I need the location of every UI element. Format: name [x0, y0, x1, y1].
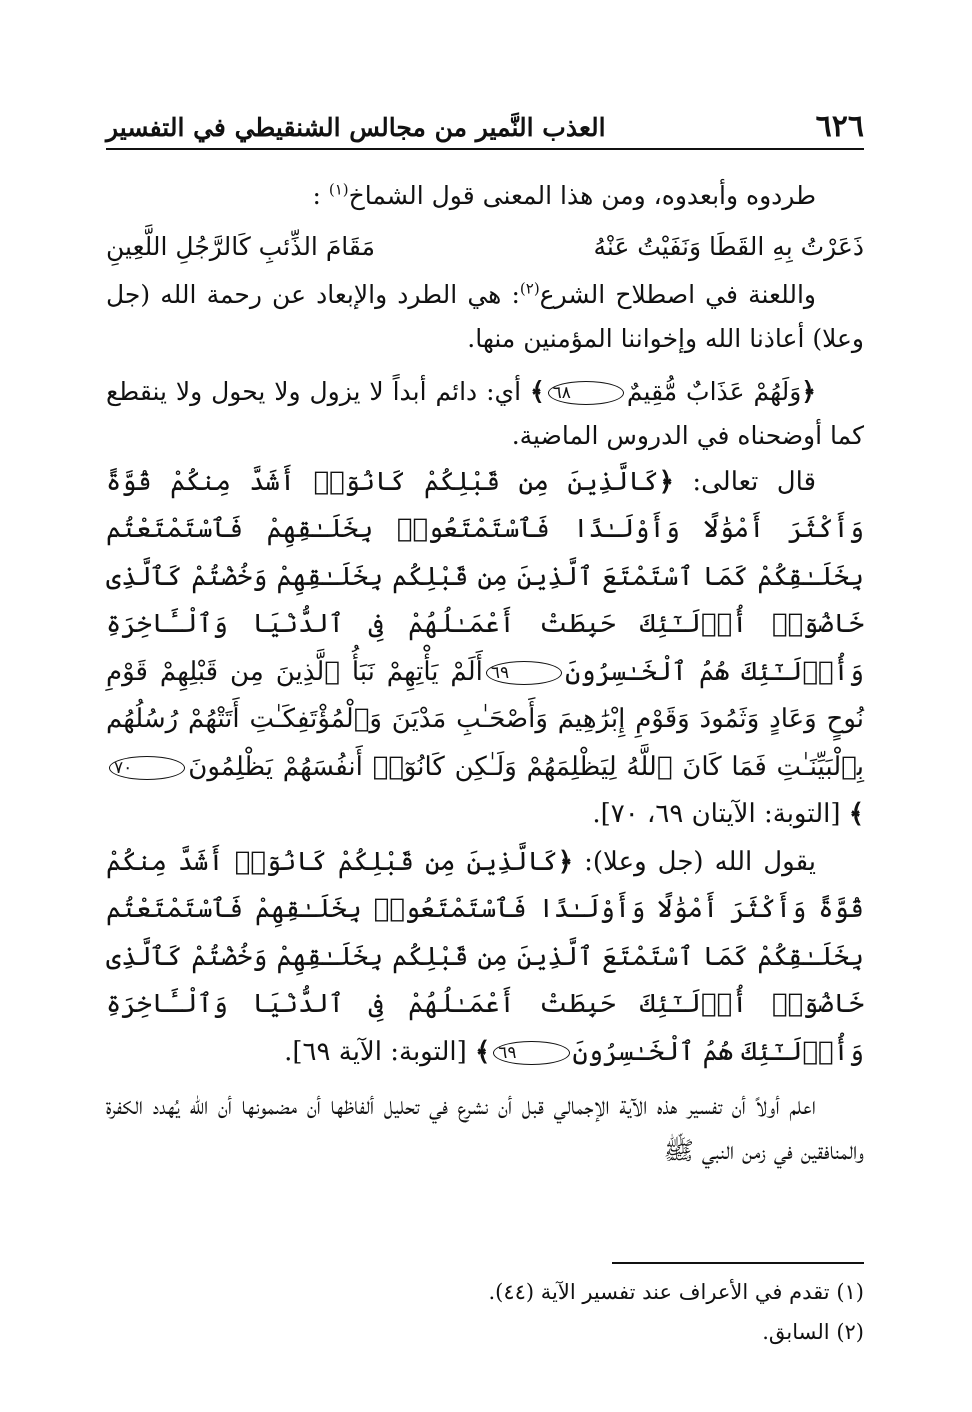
paragraph-6	[106, 1084, 864, 1173]
page-body	[106, 174, 864, 1173]
paragraph-5-intro: يقول الله (جل وعلا):	[573, 846, 816, 877]
poem-second-hemistich: مَقَامَ الذِّئبِ كَالرَّجُلِ اللَّعِينِ	[106, 231, 375, 261]
page-header	[106, 102, 864, 150]
paragraph-1	[106, 174, 864, 219]
footnote-1	[106, 1272, 864, 1312]
running-title: العذب النَّمير من مجالس الشنقيطي في التفسير	[106, 113, 606, 142]
ayah-number-marker: ٧٠	[109, 756, 185, 780]
quran-citation: [التوبة: الآيتان ٦٩، ٧٠].	[592, 799, 849, 829]
footnote-divider	[612, 1262, 864, 1264]
ayah-number-marker: ٦٨	[548, 381, 624, 405]
quran-close-bracket: ﴾	[848, 799, 864, 829]
paragraph-2	[106, 273, 864, 362]
ayah-number-marker: ٦٩	[486, 661, 562, 685]
poem-first-hemistich: ذَعَرْتُ بِهِ القَطَا وَنَفَيْتُ عَنْهُ	[593, 231, 864, 261]
quran-close-bracket: ﴾	[475, 1036, 491, 1067]
quran-verse-69: كَالَّذِينَ مِن قَبْلِكُمْ كَانُوٓا۟ أَشَدَّ مِنكُمْ قُوَّةً وَأَكْثَرَ أَمْوَٰلًا وَأَوْلَـٰدًا فَٱسْتَمْتَعُوا۟ بِخَلَـٰقِهِمْ فَٱسْتَمْتَعْتُم بِخَلَـٰقِكُمْ كَمَا ٱسْتَمْتَعَ ٱلَّذِينَ مِن قَبْلِكُم بِخَلَـٰقِهِمْ وَخُضْتُمْ كَٱلَّذِى خَاضُوٓا۟ أُو۟لَـٰٓئِكَ حَبِطَتْ أَعْمَـٰلُهُمْ فِى ٱلدُّنْيَا وَٱلْـَٔاخِرَةِ وَأُو۟لَـٰٓئِكَ هُمُ ٱلْخَـٰسِرُونَ	[106, 466, 864, 687]
quran-verse-69-repeat: كَالَّذِينَ مِن قَبْلِكُمْ كَانُوٓا۟ أَشَدَّ مِنكُمْ قُوَّةً وَأَكْثَرَ أَمْوَٰلًا وَأَوْلَـٰدًا فَٱسْتَمْتَعُوا۟ بِخَلَـٰقِهِمْ فَٱسْتَمْتَعْتُم بِخَلَـٰقِكُمْ كَمَا ٱسْتَمْتَعَ ٱلَّذِينَ مِن قَبْلِكُم بِخَلَـٰقِهِمْ وَخُضْتُمْ كَٱلَّذِى خَاضُوٓا۟ أُو۟لَـٰٓئِكَ حَبِطَتْ أَعْمَـٰلُهُمْ فِى ٱلدُّنْيَا وَٱلْـَٔاخِرَةِ وَأُو۟لَـٰٓئِكَ هُمُ ٱلْخَـٰسِرُونَ	[106, 846, 864, 1067]
footnote-1-mark: (١)	[836, 1280, 864, 1304]
quran-verse-68: وَلَهُمْ عَذَابٌ مُّقِيمٌ	[626, 376, 802, 406]
quran-open-bracket: ﴿	[658, 466, 674, 497]
paragraph-5	[106, 839, 864, 1077]
paragraph-3-text: أي: دائم أبداً لا يزول ولا يحول ولا ينقطع كما أوضحناه في الدروس الماضية.	[106, 376, 864, 450]
poetry-verse	[106, 225, 864, 269]
quran-citation: [التوبة: الآية ٦٩].	[284, 1036, 476, 1067]
footnote-2-mark: (٢)	[836, 1320, 864, 1344]
footnote-1-text: تقدم في الأعراف عند تفسير الآية (٤٤).	[488, 1280, 837, 1304]
footnote-ref-2: (٢)	[519, 279, 540, 298]
footnote-2	[106, 1312, 864, 1352]
quran-verse-70: أَلَمْ يَأْتِهِمْ نَبَأُ ٱلَّذِينَ مِن قَبْلِهِمْ قَوْمِ نُوحٍ وَعَادٍ وَثَمُودَ وَقَوْمِ إِبْرَٰهِيمَ وَأَصْحَـٰبِ مَدْيَنَ وَٱلْمُؤْتَفِكَـٰتِ أَتَتْهُمْ رُسُلُهُم بِٱلْبَيِّنَـٰتِ فَمَا كَانَ ٱللَّهُ لِيَظْلِمَهُمْ وَلَـٰكِن كَانُوٓا۟ أَنفُسَهُمْ يَظْلِمُونَ	[106, 656, 864, 782]
quran-open-bracket: ﴿	[801, 376, 816, 406]
footnote-2-text: السابق.	[762, 1320, 837, 1344]
paragraph-4	[106, 459, 864, 839]
footnote-ref-1: (١)	[328, 180, 349, 199]
page-number: ٦٢٦	[815, 109, 864, 144]
quran-close-bracket: ﴾	[529, 376, 545, 406]
quran-open-bracket: ﴿	[557, 846, 574, 877]
ayah-number-marker: ٦٩	[493, 1041, 569, 1065]
footnotes	[106, 1262, 864, 1352]
paragraph-4-intro: قال تعالى:	[673, 466, 816, 497]
paragraph-3	[106, 370, 864, 459]
paragraph-1-text: طردوه وأبعدوه، ومن هذا المعنى قول الشماخ	[348, 181, 816, 210]
paragraph-2-text-b: : هي الطرد والإبعاد عن رحمة الله (جل وعلا) أعاذنا الله وإخواننا المؤمنين منها.	[106, 279, 864, 353]
paragraph-1-tail: :	[312, 181, 321, 210]
paragraph-6-text: اعلم أولاً أن تفسير هذه الآية الإجمالي قبل أن نشرع في تحليل ألفاظها أن مضمونها أن الله يُهدد الكفرة والمنافقين في زمن النبي ﷺ	[106, 1091, 864, 1165]
paragraph-2-text-a: واللعنة في اصطلاح الشرع	[539, 279, 816, 309]
